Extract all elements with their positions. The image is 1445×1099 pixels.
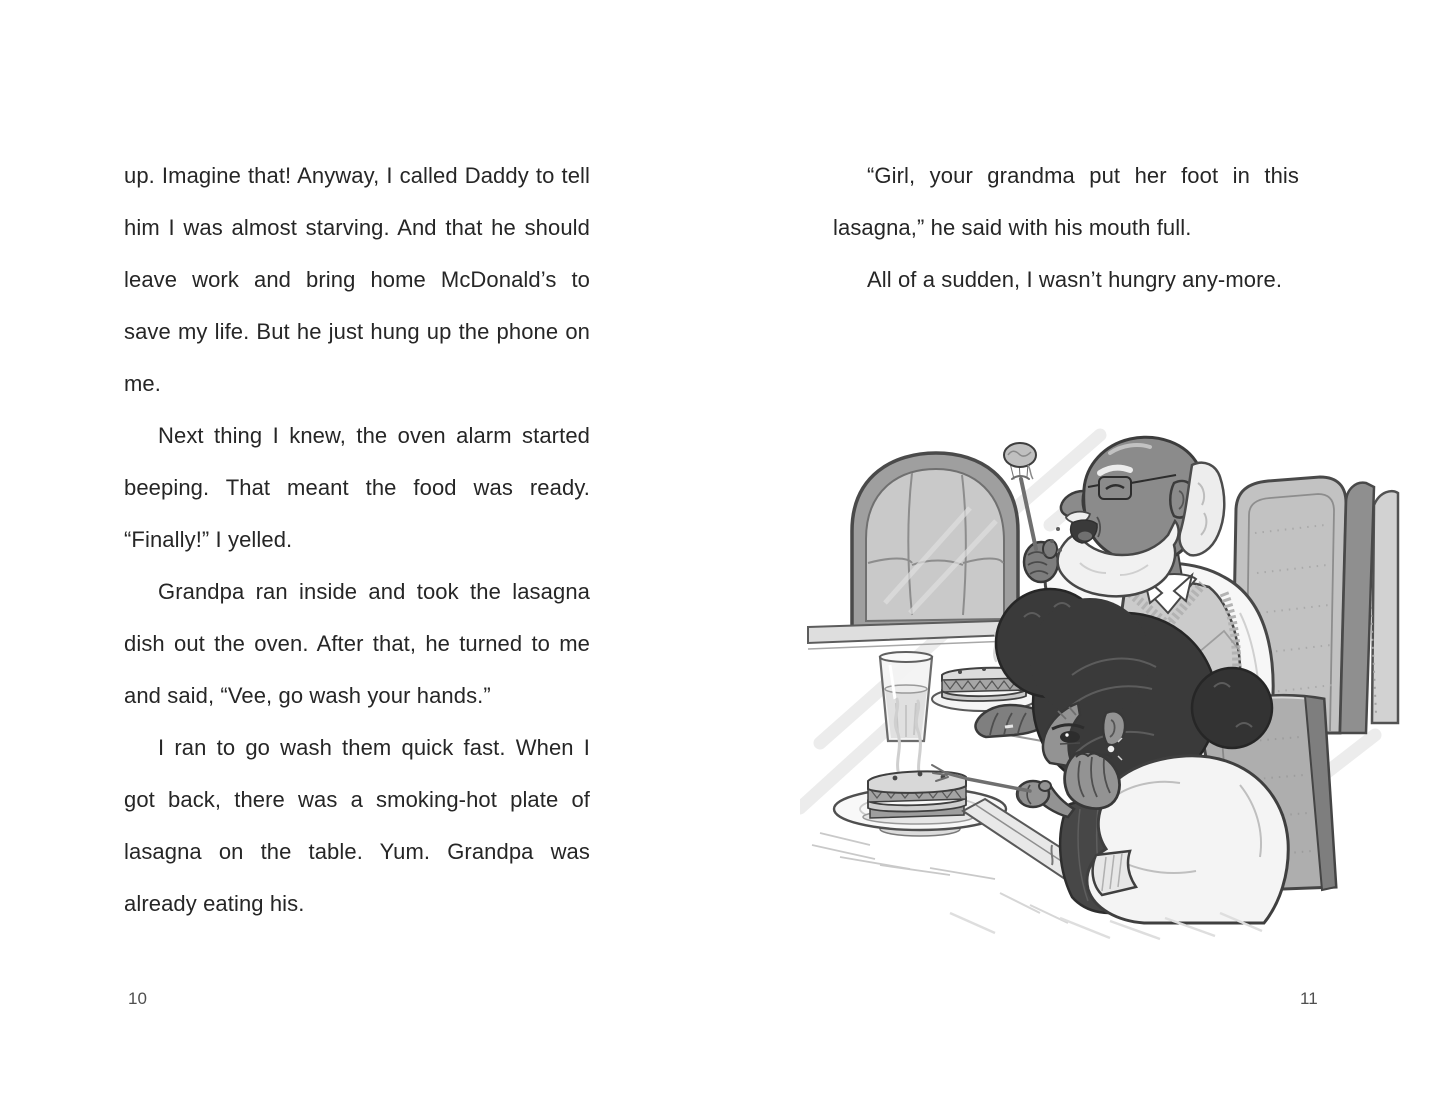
paragraph: All of a sudden, I wasn’t hungry any-more.	[867, 267, 1283, 292]
grandpa-fork-hand	[1024, 540, 1058, 582]
lasagna-slice	[863, 771, 973, 824]
vee-fork-hand	[1017, 781, 1051, 807]
paragraph: Grandpa ran inside and took the lasagna dish out the oven. After that, he turned to me and said, “Vee, go wash your hands.”	[124, 579, 590, 708]
vee-plate	[812, 771, 1006, 879]
page-number-left: 10	[128, 989, 147, 1008]
vee-eye	[1060, 731, 1080, 743]
water-glass	[880, 652, 932, 741]
paragraph: “Girl, your grandma put her foot in this lasagna,” he said with his mouth full.	[833, 163, 1299, 240]
paragraph: up. Imagine that! Anyway, I called Daddy to tell him I was almost starving. And that he should leave work and bring home McDonald’s to save my life. But he just hung up the phone on me.	[124, 163, 590, 396]
page-right-text	[833, 150, 1299, 306]
dinner-scene-illustration	[800, 413, 1400, 958]
paragraph: Next thing I knew, the oven alarm started beeping. That meant the food was ready. “Finally!” I yelled.	[124, 423, 590, 552]
stud-earring	[1107, 745, 1115, 753]
page-left-text	[124, 150, 590, 930]
wedding-ring	[1005, 726, 1013, 727]
paragraph: I ran to go wash them quick fast. When I got back, there was a smoking-hot plate of lasagna on the table. Yum. Grandpa was already eating his.	[124, 735, 590, 916]
page-number-right: 11	[1300, 989, 1318, 1008]
empty-chair	[852, 453, 1018, 627]
dinner-scene-drawing	[800, 413, 1400, 958]
